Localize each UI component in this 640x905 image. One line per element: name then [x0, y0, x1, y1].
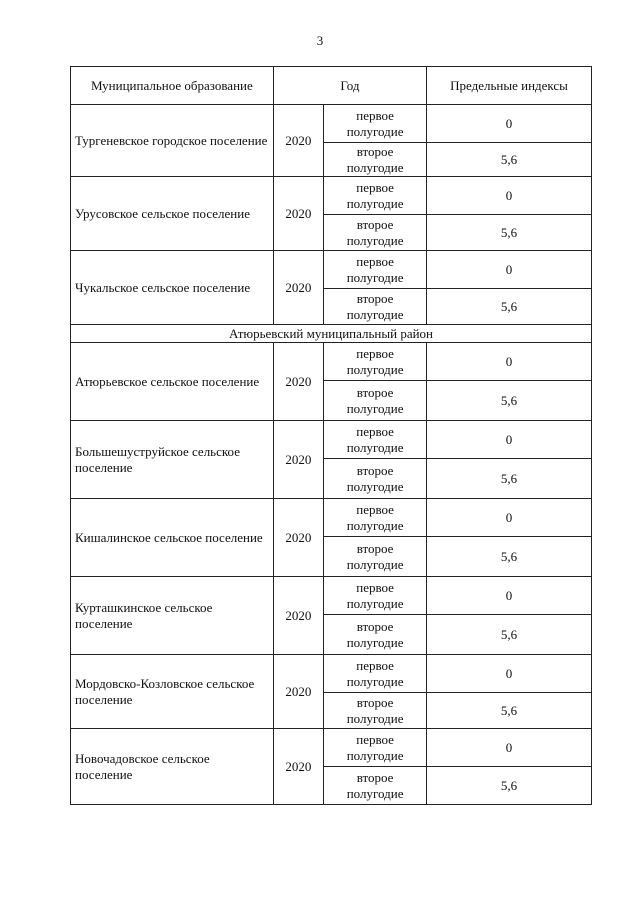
second-half-index: 5,6 — [427, 459, 592, 499]
table-row — [71, 177, 592, 215]
second-half-label: второе полугодие — [324, 143, 427, 177]
first-half-label: первое полугодие — [324, 177, 427, 215]
first-half-index: 0 — [427, 251, 592, 289]
year-cell: 2020 — [273, 655, 323, 729]
first-half-index: 0 — [427, 105, 592, 143]
first-half-index: 0 — [427, 499, 592, 537]
first-half-label: первое полугодие — [324, 105, 427, 143]
second-half-label: второе полугодие — [324, 215, 427, 251]
first-half-label: первое полугодие — [324, 421, 427, 459]
first-half-index: 0 — [427, 343, 592, 381]
table-row — [71, 105, 592, 143]
first-half-label: первое полугодие — [324, 655, 427, 693]
first-half-label: первое полугодие — [324, 343, 427, 381]
first-half-index: 0 — [427, 421, 592, 459]
second-half-index: 5,6 — [427, 381, 592, 421]
second-half-index: 5,6 — [427, 289, 592, 325]
municipality-name: Чукальское сельское поселение — [71, 251, 274, 325]
second-half-label: второе полугодие — [324, 537, 427, 577]
municipality-name: Тургеневское городское поселение — [71, 105, 274, 177]
table-header-row — [71, 67, 592, 105]
second-half-label: второе полугодие — [324, 615, 427, 655]
year-cell: 2020 — [273, 251, 323, 325]
second-half-index: 5,6 — [427, 693, 592, 729]
year-cell: 2020 — [273, 499, 323, 577]
municipality-name: Атюрьевское сельское поселение — [71, 343, 274, 421]
first-half-label: первое полугодие — [324, 729, 427, 767]
municipality-name: Кишалинское сельское поселение — [71, 499, 274, 577]
header-year: Год — [273, 67, 426, 105]
header-municipality: Муниципальное образование — [71, 67, 274, 105]
table-row — [71, 251, 592, 289]
first-half-index: 0 — [427, 577, 592, 615]
year-cell: 2020 — [273, 177, 323, 251]
municipality-name: Урусовское сельское поселение — [71, 177, 274, 251]
second-half-index: 5,6 — [427, 143, 592, 177]
second-half-label: второе полугодие — [324, 459, 427, 499]
year-cell: 2020 — [273, 729, 323, 805]
year-cell: 2020 — [273, 105, 323, 177]
district-row — [71, 325, 592, 343]
municipality-name: Новочадовское сельское поселение — [71, 729, 274, 805]
first-half-label: первое полугодие — [324, 499, 427, 537]
tariff-index-table — [70, 66, 592, 805]
year-cell: 2020 — [273, 421, 323, 499]
first-half-index: 0 — [427, 177, 592, 215]
table-row — [71, 577, 592, 615]
second-half-label: второе полугодие — [324, 767, 427, 805]
year-cell: 2020 — [273, 343, 323, 421]
year-cell: 2020 — [273, 577, 323, 655]
municipality-name: Курташкинское сельское поселение — [71, 577, 274, 655]
first-half-index: 0 — [427, 655, 592, 693]
page-number: 3 — [316, 33, 324, 48]
table-row — [71, 343, 592, 381]
second-half-index: 5,6 — [427, 215, 592, 251]
second-half-index: 5,6 — [427, 537, 592, 577]
first-half-index: 0 — [427, 729, 592, 767]
second-half-label: второе полугодие — [324, 381, 427, 421]
table-row — [71, 499, 592, 537]
second-half-index: 5,6 — [427, 767, 592, 805]
first-half-label: первое полугодие — [324, 251, 427, 289]
second-half-label: второе полугодие — [324, 289, 427, 325]
header-indices: Предельные индексы — [427, 67, 592, 105]
first-half-label: первое полугодие — [324, 577, 427, 615]
municipality-name: Мордовско-Козловское сельское поселение — [71, 655, 274, 729]
table-row — [71, 729, 592, 767]
second-half-index: 5,6 — [427, 615, 592, 655]
table-row — [71, 655, 592, 693]
table-body — [71, 105, 592, 805]
table-row — [71, 421, 592, 459]
district-title: Атюрьевский муниципальный район — [71, 325, 592, 343]
municipality-name: Большешуструйское сельское поселение — [71, 421, 274, 499]
second-half-label: второе полугодие — [324, 693, 427, 729]
